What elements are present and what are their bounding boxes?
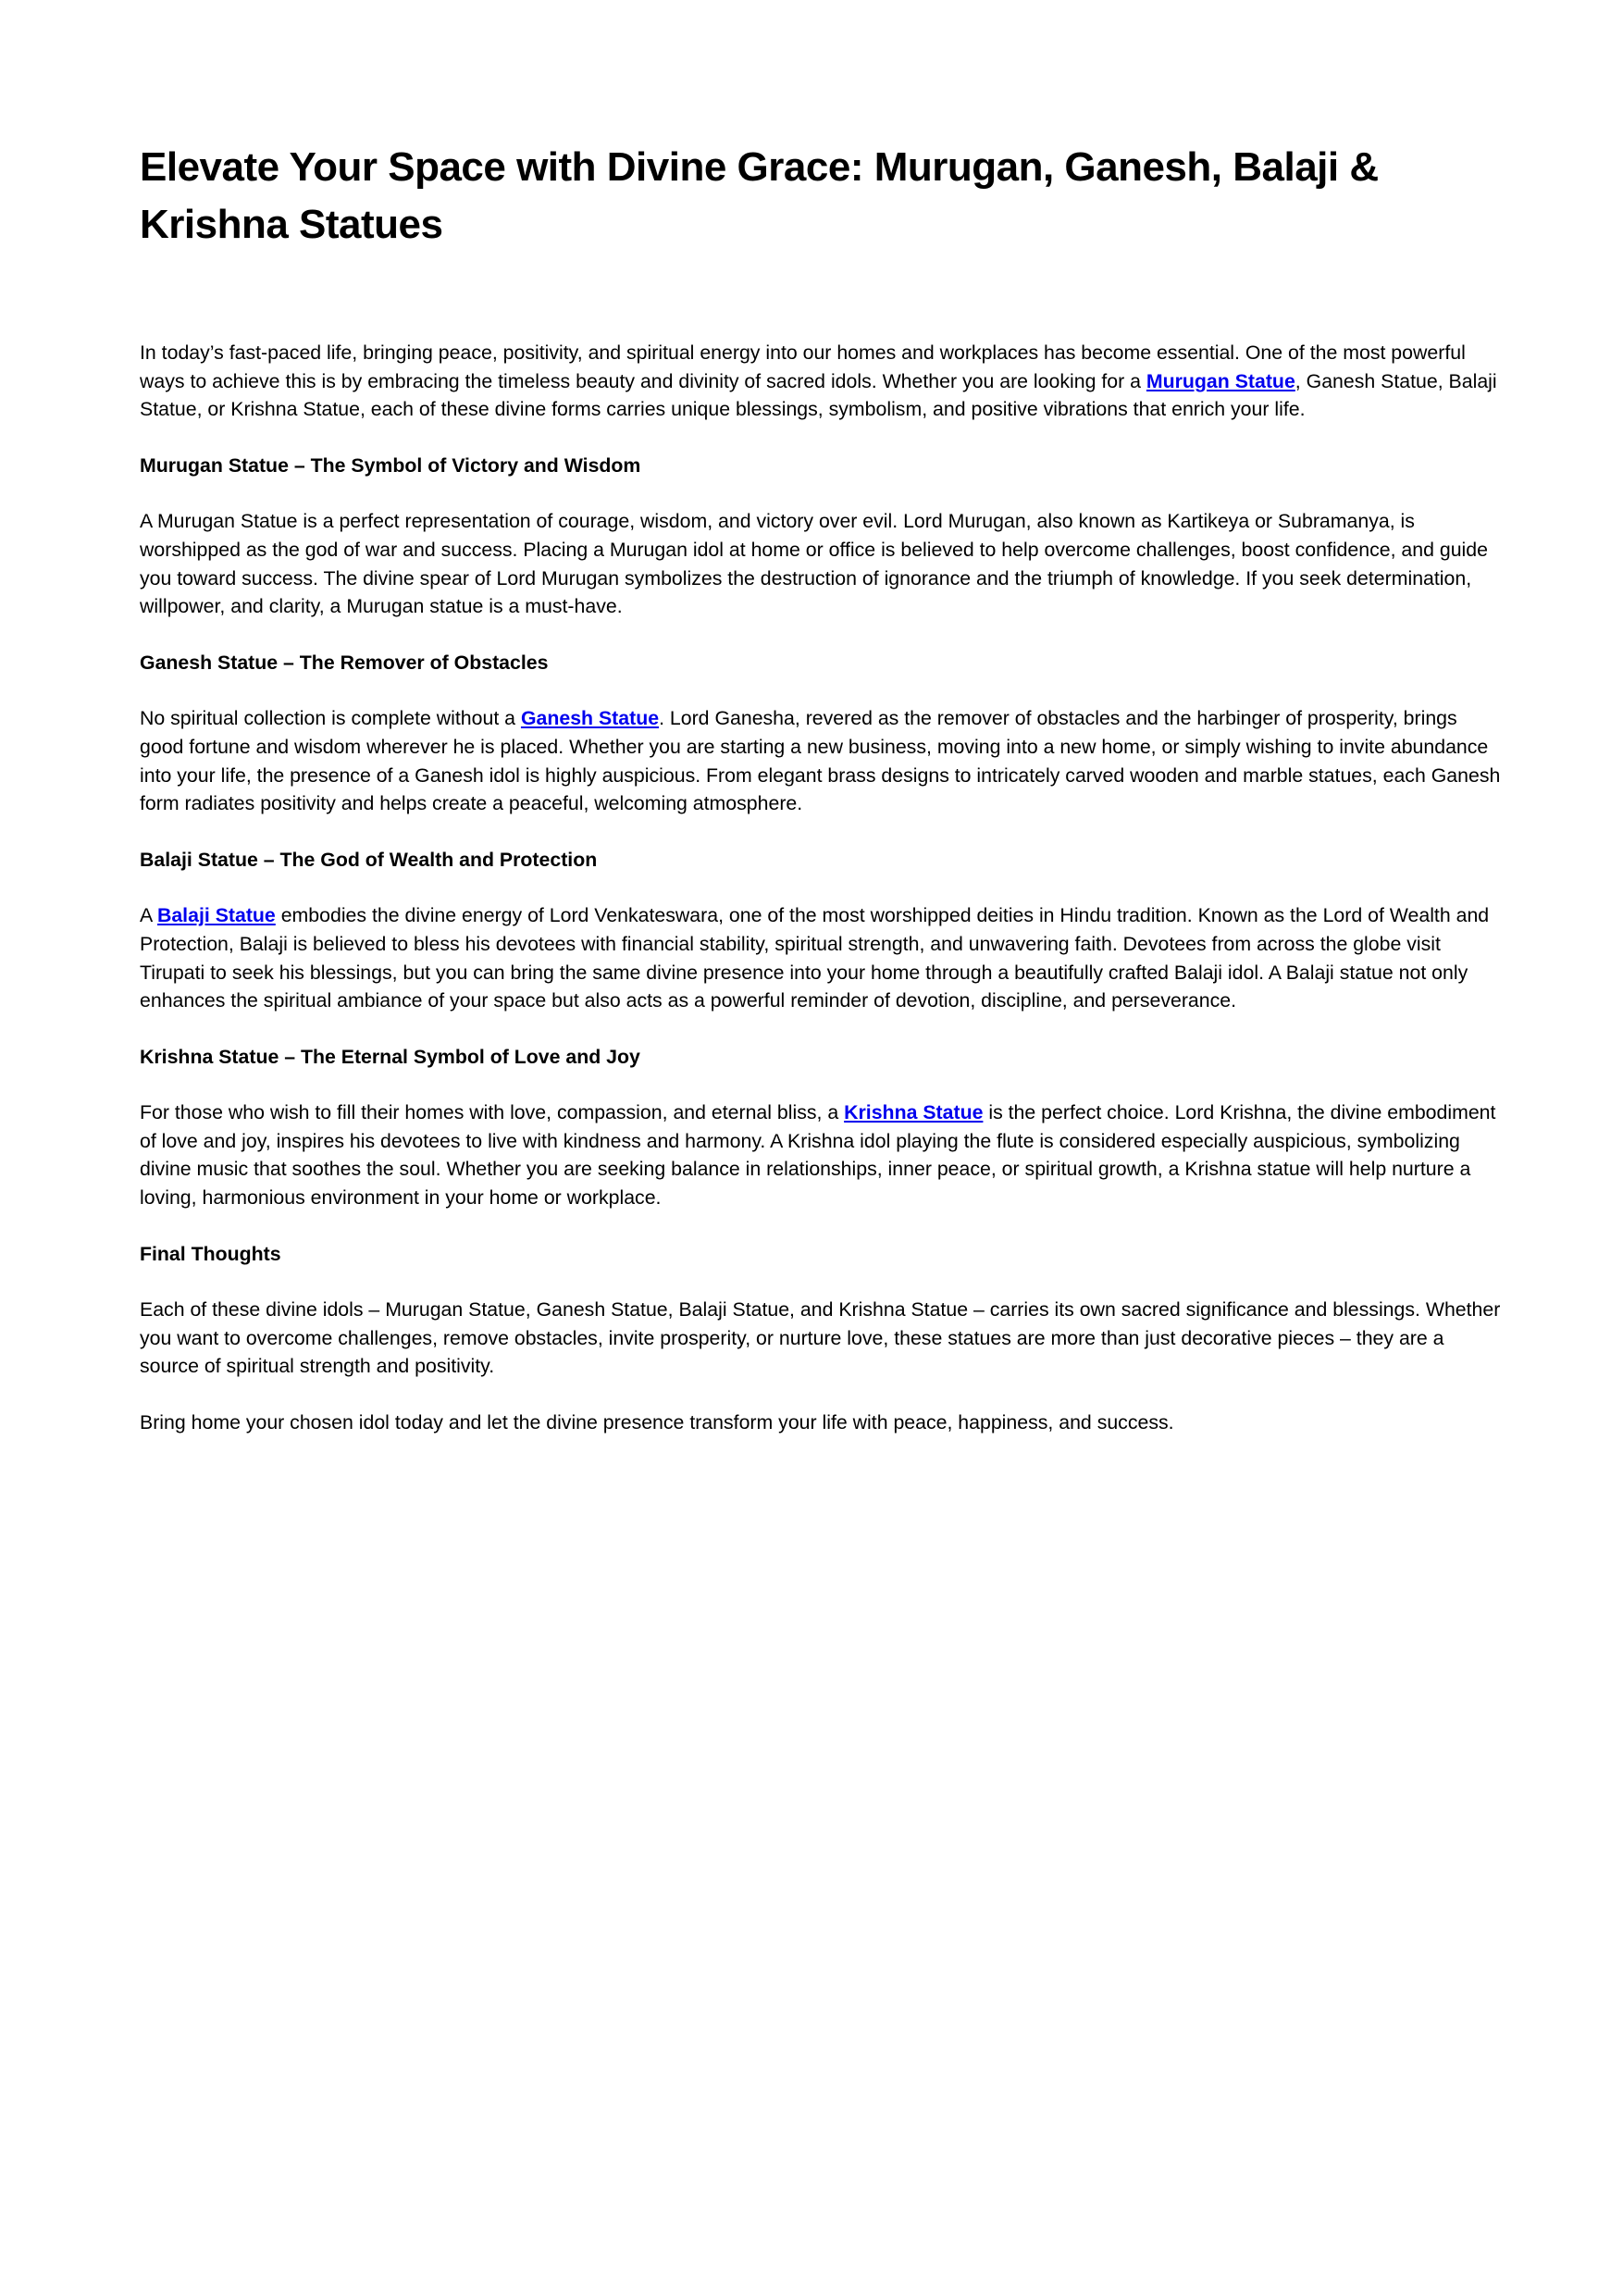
murugan-heading: Murugan Statue – The Symbol of Victory and Wisdom: [140, 453, 641, 477]
krishna-paragraph: [140, 1098, 1504, 1211]
intro-paragraph: [140, 339, 1504, 424]
ganesh-paragraph: [140, 704, 1504, 817]
krishna-text-start: For those who wish to fill their homes with love, compassion, and eternal bliss, a: [140, 1101, 845, 1124]
ganesh-statue-link[interactable]: Ganesh Statue: [520, 707, 660, 730]
balaji-paragraph: [140, 901, 1504, 1014]
page-title: Elevate Your Space with Divine Grace: Murugan, Ganesh, Balaji & Krishna Statues: [140, 144, 1379, 247]
closing-paragraph: Bring home your chosen idol today and let the divine presence transform your life with peace, happiness, and success.: [140, 1411, 1174, 1434]
balaji-heading: Balaji Statue – The God of Wealth and Protection: [140, 848, 598, 871]
intro-text-end: , Ganesh Statue, Balaji Statue, or Krishna Statue, each of these divine forms carries unique blessings, symbolism, and positive vibrations that enrich your life.: [140, 369, 1497, 421]
ganesh-heading: Ganesh Statue – The Remover of Obstacles: [140, 651, 549, 674]
murugan-statue-link[interactable]: Murugan Statue: [1146, 369, 1295, 392]
final-thoughts-paragraph: Each of these divine idols – Murugan Statue, Ganesh Statue, Balaji Statue, and Krishna Statue – carries its own sacred significance and blessings. Whether you want to overcome challenges, remove obstacles, invite prosperity, or nurture love, these statues are more than just decorative pieces – they are a source of spiritual strength and positivity.: [140, 1298, 1501, 1378]
krishna-heading: Krishna Statue – The Eternal Symbol of Love and Joy: [140, 1045, 640, 1068]
balaji-text-end: embodies the divine energy of Lord Venkateswara, one of the most worshipped deities in Hindu tradition. Known as the Lord of Wealth and Protection, Balaji is believed to bless his devotees with financial stability, spiritual strength, and unwavering faith. Devotees from across the globe visit Tirupati to seek his blessings, but you can bring the same divine presence into your home through a beautifully crafted Balaji idol. A Balaji statue not only enhances the spiritual ambiance of your space but also acts as a powerful reminder of devotion, discipline, and perseverance.: [140, 904, 1490, 1012]
krishna-statue-link[interactable]: Krishna Statue: [844, 1101, 984, 1124]
article-body: [140, 339, 1504, 1437]
balaji-statue-link[interactable]: Balaji Statue: [156, 904, 276, 927]
document-page: [140, 139, 1504, 1465]
krishna-text-end: is the perfect choice. Lord Krishna, the divine embodiment of love and joy, inspires his devotees to live with kindness and harmony. A Krishna idol playing the flute is considered especially auspicious, symbolizing divine music that soothes the soul. Whether you are seeking balance in relationships, inner peace, or spiritual growth, a Krishna statue will help nurture a loving, harmonious environment in your home or workplace.: [140, 1101, 1496, 1210]
final-thoughts-heading: Final Thoughts: [140, 1242, 281, 1265]
intro-text-start: In today’s fast-paced life, bringing peace, positivity, and spiritual energy into our homes and workplaces has become essential. One of the most powerful ways to achieve this is by embracing the timeless beauty and divinity of sacred idols. Whether you are looking for a: [140, 341, 1466, 392]
balaji-text-start: A: [140, 904, 157, 927]
ganesh-text-end: . Lord Ganesha, revered as the remover of obstacles and the harbinger of prosperity, brings good fortune and wisdom wherever he is placed. Whether you are starting a new business, moving into a new home, or simply wishing to invite abundance into your life, the presence of a Ganesh idol is highly auspicious. From elegant brass designs to intricately carved wooden and marble statues, each Ganesh form radiates positivity and helps create a peaceful, welcoming atmosphere.: [140, 707, 1501, 815]
ganesh-text-start: No spiritual collection is complete without a: [140, 707, 521, 730]
murugan-paragraph: A Murugan Statue is a perfect representation of courage, wisdom, and victory over evil. Lord Murugan, also known as Kartikeya or Subramanya, is worshipped as the god of war and success. Placing a Murugan idol at home or office is believed to help overcome challenges, boost confidence, and guide you toward success. The divine spear of Lord Murugan symbolizes the destruction of ignorance and the triumph of knowledge. If you seek determination, willpower, and clarity, a Murugan statue is a must-have.: [140, 510, 1488, 618]
